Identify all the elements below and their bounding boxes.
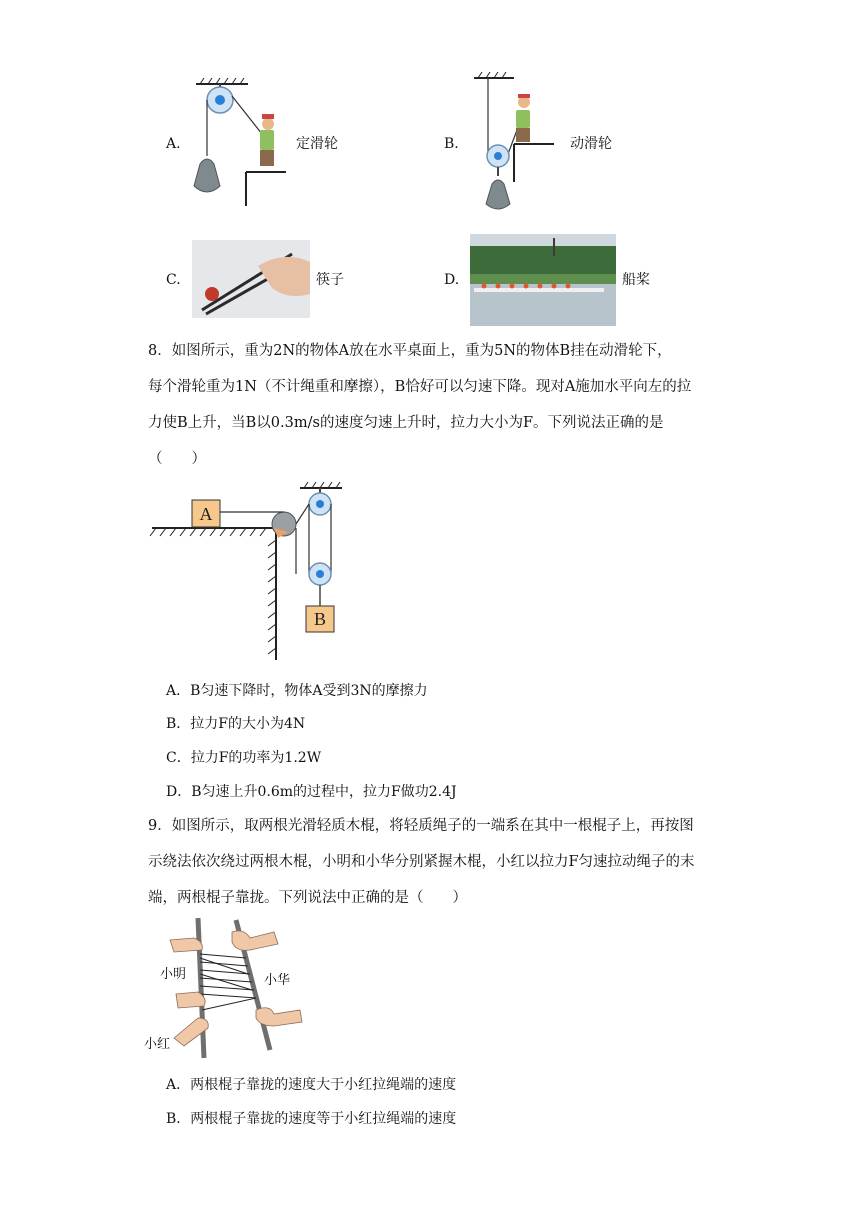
q9-stem-line-1: 9．如图所示，取两根光滑轻质木棍，将轻质绳子的一端系在其中一根棍子上，再按图 (148, 818, 694, 834)
q8-option-c[interactable]: C．拉力F的功率为1.2W (166, 750, 322, 766)
q9-stem-line-2: 示绕法依次绕过两根木棍，小明和小华分别紧握木棍，小红以拉力F匀速拉动绳子的末 (148, 854, 695, 870)
q8-stem-line-3: 力使B上升，当B以0.3m/s的速度匀速上升时，拉力大小为F。下列说法正确的是 (148, 415, 664, 431)
option-a-label: 定滑轮 (296, 136, 338, 152)
q8-stem-line-4: （ ） (148, 451, 206, 467)
option-c-letter: C. (166, 272, 181, 288)
option-c-label: 筷子 (316, 272, 344, 288)
q9-option-b[interactable]: B．两根棍子靠拢的速度等于小红拉绳端的速度 (166, 1111, 457, 1127)
q8-pulley-figure (148, 480, 348, 662)
q9-stem-line-3: 端，两根棍子靠拢。下列说法中正确的是（ ） (148, 890, 467, 906)
option-b-letter: B. (444, 136, 459, 152)
chopsticks-photo (192, 240, 310, 318)
option-b-label: 动滑轮 (570, 136, 612, 152)
block-b-label: B (313, 609, 327, 629)
movable-pulley-figure (470, 72, 562, 216)
option-a-letter: A. (166, 136, 181, 152)
q8-stem-line-2: 每个滑轮重为1N（不计绳重和摩擦），B恰好可以匀速下降。现对A施加水平向左的拉 (148, 379, 692, 395)
q9-sticks-figure (140, 914, 308, 1062)
fixed-pulley-figure (190, 76, 290, 210)
rowing-photo (470, 234, 616, 326)
q8-stem (148, 333, 738, 477)
option-d-label: 船桨 (622, 272, 650, 288)
block-a-label: A (199, 504, 213, 524)
q9-option-a[interactable]: A．两根棍子靠拢的速度大于小红拉绳端的速度 (166, 1077, 457, 1093)
q8-option-a[interactable]: A．B匀速下降时，物体A受到3N的摩擦力 (166, 683, 428, 699)
q8-option-d[interactable]: D．B匀速上升0.6m的过程中，拉力F做功2.4J (166, 784, 457, 800)
label-xiaohong: 小红 (144, 1037, 171, 1052)
q8-option-b[interactable]: B．拉力F的大小为4N (166, 716, 306, 732)
label-xiaohua: 小华 (264, 973, 291, 988)
q9-stem (148, 808, 738, 916)
label-xiaoming: 小明 (160, 967, 187, 982)
option-d-letter: D. (444, 272, 460, 288)
q8-stem-line-1: 8．如图所示，重为2N的物体A放在水平桌面上，重为5N的物体B挂在动滑轮下， (148, 343, 672, 359)
